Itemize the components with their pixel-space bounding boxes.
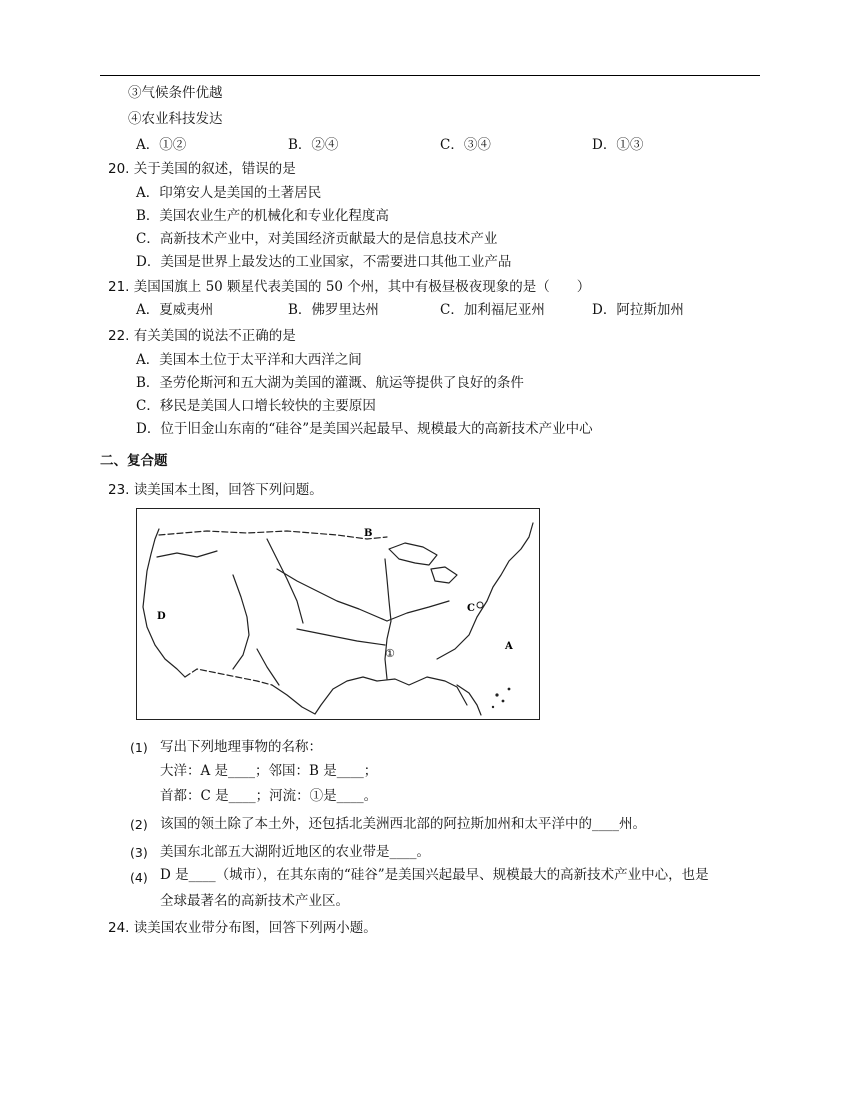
great-lakes xyxy=(389,543,437,565)
great-lakes-east xyxy=(431,567,457,583)
sub-question-1-line-1: 写出下列地理事物的名称： xyxy=(160,739,322,755)
columbia-river xyxy=(157,551,217,557)
island xyxy=(495,693,498,696)
q20-option-a[interactable]: A．印第安人是美国的土著居民 xyxy=(136,185,322,201)
florida-coast xyxy=(457,685,481,715)
sub-question-number: (3) xyxy=(130,845,148,860)
mississippi-river xyxy=(385,559,391,679)
island xyxy=(502,700,505,703)
arkansas-river xyxy=(297,629,385,645)
east-coastline xyxy=(437,523,533,659)
west-coastline xyxy=(143,529,185,677)
option-d[interactable]: D．阿拉斯加州 xyxy=(592,302,684,318)
q20-option-b[interactable]: B．美国农业生产的机械化和专业化程度高 xyxy=(136,208,389,224)
section-title: 二、复合题 xyxy=(100,453,168,469)
question-number: 24. xyxy=(108,920,130,936)
question-text: 读美国本土图，回答下列问题。 xyxy=(133,482,323,498)
map-label-c: C xyxy=(467,603,475,614)
q22-stem xyxy=(108,327,296,345)
usa-map xyxy=(137,509,539,719)
q21-stem xyxy=(108,278,590,296)
q20-stem xyxy=(108,160,296,178)
question-number: 23. xyxy=(108,482,130,498)
sub-question-2-text[interactable]: 该国的领土除了本土外，还包括北美洲西北部的阿拉斯加州和太平洋中的____州。 xyxy=(160,816,646,832)
q20-option-d[interactable]: D．美国是世界上最发达的工业国家，不需要进口其他工业产品 xyxy=(136,254,512,270)
sub-question-3-text[interactable]: 美国东北部五大湖附近地区的农业带是____。 xyxy=(160,844,430,860)
option-b[interactable]: B．佛罗里达州 xyxy=(288,302,379,318)
prev-item-4: ④农业科技发达 xyxy=(128,111,223,127)
q24-stem xyxy=(108,919,377,937)
island xyxy=(508,688,511,691)
question-number: 20. xyxy=(108,161,130,177)
option-c[interactable]: C．加利福尼亚州 xyxy=(440,302,545,318)
option-b[interactable]: B．②④ xyxy=(288,137,339,153)
question-text: 读美国农业带分布图，回答下列两小题。 xyxy=(133,920,377,936)
question-text: 美国国旗上 50 颗星代表美国的 50 个州，其中有极昼极夜现象的是（ ） xyxy=(133,279,591,295)
q23-stem xyxy=(108,481,323,499)
map-label-a: A xyxy=(505,641,513,652)
map-label-d: D xyxy=(157,611,166,622)
prev-item-3: ③气候条件优越 xyxy=(128,85,223,101)
sub-question-number: (4) xyxy=(130,870,148,885)
gulf-coastline xyxy=(272,677,467,714)
q22-option-c[interactable]: C．移民是美国人口增长较快的主要原因 xyxy=(136,398,376,414)
q22-option-a[interactable]: A．美国本土位于太平洋和大西洋之间 xyxy=(136,352,362,368)
option-a[interactable]: A．①② xyxy=(136,137,187,153)
sub-question-number: (1) xyxy=(130,740,148,755)
question-text: 有关美国的说法不正确的是 xyxy=(133,328,296,344)
question-text: 关于美国的叙述，错误的是 xyxy=(133,161,296,177)
mexico-border xyxy=(185,669,272,685)
sub-question-4-line-2: 全球最著名的高新技术产业区。 xyxy=(160,893,349,909)
q21-options xyxy=(136,301,736,319)
colorado-river xyxy=(233,575,249,669)
q22-option-b[interactable]: B．圣劳伦斯河和五大湖为美国的灌溉、航运等提供了良好的条件 xyxy=(136,375,524,391)
rio-grande xyxy=(257,649,279,685)
sub-question-1-line-3[interactable]: 首都：C 是____；河流：①是____。 xyxy=(160,788,378,804)
map-label-b: B xyxy=(364,528,373,539)
question-number: 21. xyxy=(108,279,130,295)
q22-option-d[interactable]: D．位于旧金山东南的“硅谷”是美国兴起最早、规模最大的高新技术产业中心 xyxy=(136,421,593,437)
option-a[interactable]: A．夏威夷州 xyxy=(136,302,214,318)
capital-marker xyxy=(477,602,483,608)
canada-border xyxy=(159,531,387,539)
sub-question-4-line-1[interactable]: D 是____（城市），在其东南的“硅谷”是美国兴起最早、规模最大的高新技术产业中心，也是 xyxy=(160,867,709,883)
option-c[interactable]: C．③④ xyxy=(440,137,491,153)
sub-question-number: (2) xyxy=(130,817,148,832)
q20-option-c[interactable]: C．高新技术产业中，对美国经济贡献最大的是信息技术产业 xyxy=(136,231,498,247)
usa-map-figure xyxy=(136,508,540,720)
missouri-river xyxy=(277,569,387,621)
map-label-river: ① xyxy=(385,647,395,660)
ohio-river xyxy=(387,601,449,621)
prev-options xyxy=(136,136,736,154)
question-number: 22. xyxy=(108,328,130,344)
island xyxy=(492,706,494,708)
option-d[interactable]: D．①③ xyxy=(592,137,644,153)
sub-question-1-line-2[interactable]: 大洋：A 是____；邻国：B 是____； xyxy=(160,763,378,779)
header-rule xyxy=(100,75,760,76)
